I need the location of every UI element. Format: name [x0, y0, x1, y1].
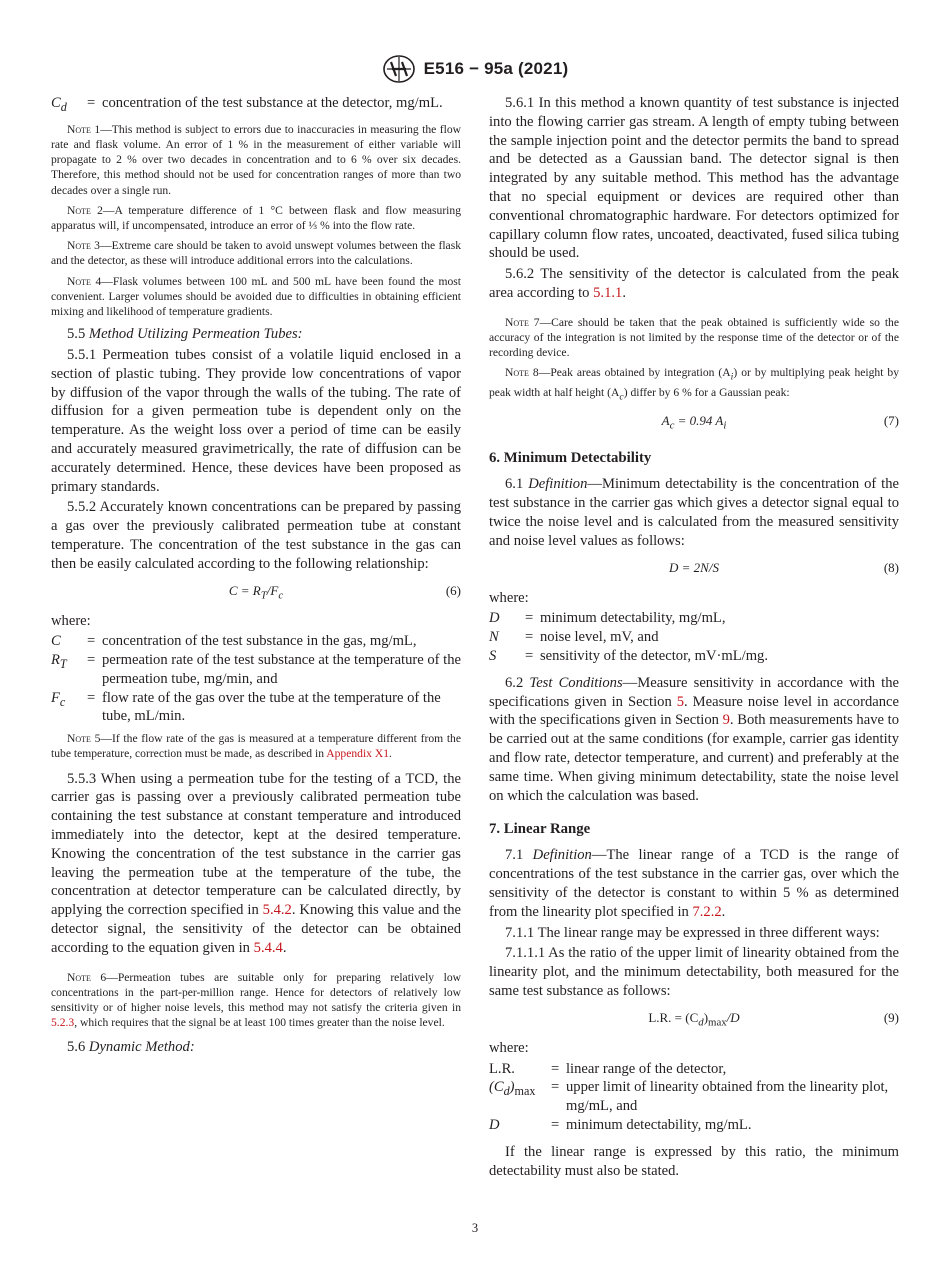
left-column: [51, 94, 461, 1059]
link-appendix-x1[interactable]: Appendix X1: [326, 747, 390, 761]
section-6-heading: 6. Minimum Detectability: [489, 450, 652, 467]
definition-rt: $R_T$ = permeation rate of the test substance at the temperature of the permeation tube, mg/min, and: [51, 652, 462, 687]
definition-s: S = sensitivity of the detector, mV·mL/mg.: [489, 647, 769, 664]
right-column: [489, 94, 899, 1182]
definition-d: D = minimum detectability, mg/mL,: [489, 610, 726, 627]
note-6: Note 6—Permeation tubes are suitable only for preparing relatively low concentrations in the part-per-million range. Hence for detectors of relatively low sensitivity or of higher noise levels, this method may not satisfy the criteria given in 5.2.3, which requires that the signal be at least 100 times greater than the noise level.: [51, 970, 461, 1030]
document-id: E516 − 95a (2021): [423, 59, 569, 78]
section-5-5-title: 5.5 Method Utilizing Permeation Tubes:: [67, 326, 303, 343]
astm-logo-icon: [382, 54, 416, 84]
equation-6: $C = R_T/F_c$ (6): [228, 582, 461, 602]
link-section-5[interactable]: 5: [676, 693, 685, 710]
link-5-1-1[interactable]: 5.1.1: [593, 284, 623, 301]
page-number: 3: [471, 1221, 479, 1235]
definition-n: N = noise level, mV, and: [489, 629, 659, 646]
para-5-5-1: 5.5.1 Permeation tubes consist of a volatile liquid enclosed in a section of plastic tubing. They provide low concentrations of vapor by diffusion of the vapor through the walls of the tubing. The rate of diffusion for a given permeation tube is dependent only on the temperature. As the weight loss over a period of time can be easily and accurately measured gravimetrically, the rate of diffusion can be accurately determined. Hence, these devices have been proposed as primary standards.: [51, 346, 461, 495]
para-6-2: 6.2 Test Conditions—Measure sensitivity in accordance with the specifications given in Section 5. Measure noise level in accordance with the specifications given in Section 9. Both measurements have to be carried out at the same conditions (for example, carrier gas identity and flow rate, detector temperature, and current) and preferably at the same time. When giving minimum detectability, state the noise level on which the calculation was based.: [489, 674, 900, 804]
where-label: where:: [51, 612, 91, 629]
equation-7: $A_c = 0.94$ $A_i$ (7): [661, 413, 899, 432]
definition-lr: L.R. = linear range of the detector,: [489, 1060, 727, 1077]
link-5-4-2[interactable]: 5.4.2: [262, 902, 292, 919]
note-7: Note 7—Care should be taken that the peak obtained is sufficiently wide so the accuracy of the integration is not limited by the response time of the detector or of the recording device.: [489, 315, 899, 360]
para-6-1: 6.1 Definition—Minimum detectability is the concentration of the test substance in the carrier gas which gives a detector signal equal to twice the noise level and is calculated from the measured sensitivity and noise level values as follows:: [489, 476, 899, 549]
equation-9: L.R. = $(C_d)_{max}/D$ (9): [648, 1009, 899, 1029]
where-label: where:: [489, 1039, 529, 1056]
where-label: where:: [489, 589, 529, 606]
note-8: Note 8—Peak areas obtained by integration $(A_i)$ or by multiplying peak height by peak width at half height $(A_c)$ differ by 6 % for a Gaussian peak:: [489, 366, 900, 403]
para-7-1: 7.1 Definition—The linear range of a TCD is the range of concentrations of the test substance in the carrier gas, over which the sensitivity of the detector is constant to within 5 % as determined from the linearity plot specified in 7.2.2.: [489, 847, 899, 920]
equation-8: D = 2N/S (8): [669, 559, 899, 575]
para-5-5-3: 5.5.3 When using a permeation tube for the testing of a TCD, the carrier gas is passing over a previously calibrated permeation tube containing the test substance at constant temperature and introduced immediately into the detector, kept at the desired temperature. Knowing the concentration of the test substance in the carrier gas leaving the permeation tube at the temperature of the tube, the concentration at detector temperature can be calculated directly, by applying the correction specified in 5.4.2. Knowing this value and the detector signal, the sensitivity of the detector can be obtained according to the equation given in 5.4.4.: [51, 770, 461, 956]
note-1: Note 1—This method is subject to errors due to inaccuracies in measuring the flow rate and flask volume. An error of 1 % in the measurement of either variable will propagate to 2 % over two decades in concentration and to 6 % over six decades. Therefore, this method should not be used for concentration ranges of more than two decades over a single run.: [51, 122, 461, 197]
definition-cd-max: $(C_d)_{max}$ = upper limit of linearity obtained from the linearity plot, mg/mL, and: [489, 1079, 889, 1115]
link-5-4-4[interactable]: 5.4.4: [253, 939, 283, 956]
note-5: Note 5—If the flow rate of the gas is measured at a temperature different from the tube temperature, correction must be made, as described in Appendix X1.: [51, 732, 461, 761]
definition-c: C = concentration of the test substance in the gas, mg/mL,: [51, 633, 417, 650]
definition-cd: $C_d$ = concentration of the test substance at the detector, mg/mL.: [51, 95, 443, 114]
para-5-6-1: 5.6.1 In this method a known quantity of test substance is injected into the flowing carrier gas stream. A length of empty tubing between the sample injection point and the detector permits the band to spread and be detected as a Gaussian band. The detector signal is then integrated by any suitable method. This method has the advantage that no special equipment or devices are required other than conventional chromatographic hardware. For detectors optimized for capillary column flow rates, uncoated, deactivated, fused silica tubing should be used.: [489, 95, 899, 262]
note-2: Note 2—A temperature difference of 1 °C between flask and flow measuring apparatus will, if uncompensated, introduce an error of ⅓ % into the flow rate.: [51, 203, 462, 232]
para-5-5-2: 5.5.2 Accurately known concentrations can be prepared by passing a gas over the previously calibrated permeation tube at constant temperature. The concentration of the test substance in the gas can then be easily calculated according to the following relationship:: [51, 499, 461, 572]
section-7-heading: 7. Linear Range: [489, 821, 591, 838]
section-5-6-title: 5.6 Dynamic Method:: [67, 1039, 195, 1056]
para-5-6-2: 5.6.2 The sensitivity of the detector is calculated from the peak area according to 5.1.1.: [489, 266, 899, 301]
link-section-9[interactable]: 9: [722, 712, 730, 729]
para-7-1-1-1: 7.1.1.1 As the ratio of the upper limit of linearity obtained from the linearity plot, and the minimum detectability, both measured for the same test substance as follows:: [489, 945, 899, 999]
note-4: Note 4—Flask volumes between 100 mL and 500 mL have been found the most convenient. Larger volumes should be avoided due to difficulties in obtaining efficient mixing and likelihood of temperature gradients.: [51, 274, 461, 318]
para-7-1-1: 7.1.1 The linear range may be expressed in three different ways:: [505, 924, 880, 941]
note-3: Note 3—Extreme care should be taken to avoid unswept volumes between the flask and the detector, as these will introduce additional errors into the calculations.: [51, 239, 461, 268]
definition-fc: $F_c$ = flow rate of the gas over the tube at the temperature of the tube, mL/min.: [51, 689, 441, 725]
definition-d-min: D = minimum detectability, mg/mL.: [489, 1116, 752, 1133]
link-5-2-3[interactable]: 5.2.3: [51, 1016, 75, 1030]
page-header: [0, 51, 950, 87]
link-7-2-2[interactable]: 7.2.2: [692, 903, 722, 920]
para-linear-range-note: If the linear range is expressed by this ratio, the minimum detectability must also be stated.: [489, 1143, 899, 1179]
